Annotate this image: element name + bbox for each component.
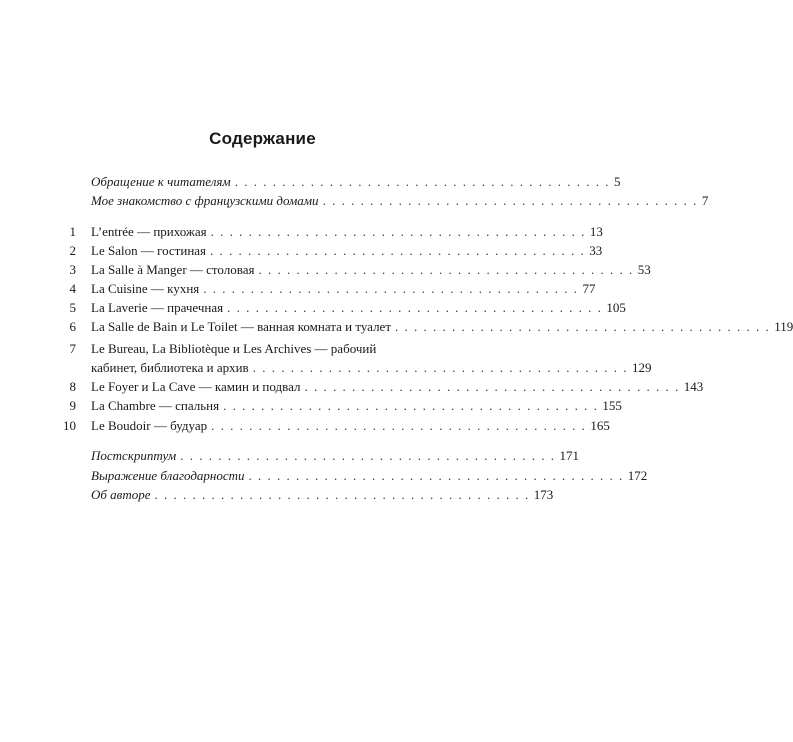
- toc-page-number: 33: [589, 243, 603, 258]
- toc-entry-title: La Salle de Bain и Le Toilet — ванная комната и туалет: [91, 319, 392, 334]
- toc-page-number: 119: [774, 319, 793, 334]
- toc-entry-title: La Chambre — спальня: [91, 398, 220, 413]
- chapter-number: 1: [69, 224, 76, 239]
- dot-leader: . . . . . . . . . . . . . . . . . . . . . . . . . . . . . . . . . . . . . . . .: [223, 398, 599, 413]
- toc-entry-chapter-1: [0, 222, 603, 241]
- toc-entry-title: Об авторе: [91, 487, 151, 502]
- toc-entry-back-2: [0, 466, 648, 485]
- toc-page-number: 165: [590, 418, 610, 433]
- toc-page-number: 143: [683, 379, 704, 394]
- dot-leader: . . . . . . . . . . . . . . . . . . . . . . . . . . . . . . . . . . . . . . . .: [304, 379, 680, 394]
- toc-entry-chapter-7: [0, 339, 525, 358]
- toc-entry-chapter-8: [0, 377, 704, 396]
- toc-entry-chapter-7-continued: [0, 358, 652, 377]
- toc-entry-title: La Laverie — прачечная: [91, 300, 224, 315]
- toc-entry-title: Le Boudoir — будуар: [91, 418, 208, 433]
- toc-entry-title: Le Bureau, La Bibliotèque и Les Archives — рабочий: [91, 341, 377, 356]
- toc-page-number: 155: [602, 398, 622, 413]
- toc-page-number: 173: [533, 487, 554, 502]
- toc-entry-title: Постскриптум: [91, 448, 177, 463]
- dot-leader: . . . . . . . . . . . . . . . . . . . . . . . . . . . . . . . . . . . . . . . .: [252, 360, 628, 375]
- chapter-number: 3: [69, 262, 76, 277]
- dot-leader: . . . . . . . . . . . . . . . . . . . . . . . . . . . . . . . . . . . . . . . .: [210, 243, 586, 258]
- toc-page-number: 77: [582, 281, 596, 296]
- toc-entry-chapter-10: [0, 416, 610, 435]
- toc-entry-back-3: [0, 485, 554, 504]
- toc-entry-title: La Cuisine — кухня: [91, 281, 200, 296]
- toc-page-number: 13: [589, 224, 603, 239]
- dot-leader: . . . . . . . . . . . . . . . . . . . . . . . . . . . . . . . . . . . . . . . .: [203, 281, 579, 296]
- dot-leader: . . . . . . . . . . . . . . . . . . . . . . . . . . . . . . . . . . . . . . . .: [234, 174, 610, 189]
- dot-leader: . . . . . . . . . . . . . . . . . . . . . . . . . . . . . . . . . . . . . . . .: [248, 468, 624, 483]
- chapter-number: 5: [69, 300, 76, 315]
- toc-page-number: 172: [627, 468, 648, 483]
- dot-leader: . . . . . . . . . . . . . . . . . . . . . . . . . . . . . . . . . . . . . . . .: [395, 319, 771, 334]
- toc-entry-front-2: [0, 191, 709, 210]
- toc-entry-title: La Salle à Manger — столовая: [91, 262, 255, 277]
- dot-leader: . . . . . . . . . . . . . . . . . . . . . . . . . . . . . . . . . . . . . . . .: [211, 418, 587, 433]
- dot-leader: . . . . . . . . . . . . . . . . . . . . . . . . . . . . . . . . . . . . . . . .: [154, 487, 530, 502]
- toc-entry-front-1: [0, 172, 621, 191]
- page-title: Содержание: [209, 129, 316, 148]
- toc-page-number: 53: [637, 262, 651, 277]
- chapter-number: 7: [69, 341, 76, 356]
- chapter-number: 9: [69, 398, 76, 413]
- toc-entry-back-1: [0, 446, 579, 465]
- toc-entry-title: Выражение благодарности: [91, 468, 245, 483]
- chapter-number: 4: [69, 281, 76, 296]
- chapter-number: 6: [69, 319, 76, 334]
- toc-entry-title: Мое знакомство с французскими домами: [91, 193, 319, 208]
- dot-leader: . . . . . . . . . . . . . . . . . . . . . . . . . . . . . . . . . . . . . . . .: [180, 448, 556, 463]
- dot-leader: . . . . . . . . . . . . . . . . . . . . . . . . . . . . . . . . . . . . . . . .: [227, 300, 603, 315]
- toc-entry-title: Обращение к читателям: [91, 174, 231, 189]
- toc-page-number: 171: [559, 448, 579, 463]
- dot-leader: . . . . . . . . . . . . . . . . . . . . . . . . . . . . . . . . . . . . . . . .: [210, 224, 586, 239]
- chapter-number: 8: [69, 379, 76, 394]
- toc-page-number: 5: [613, 174, 621, 189]
- chapter-number: 2: [69, 243, 76, 258]
- toc-entry-title: Le Salon — гостиная: [91, 243, 207, 258]
- dot-leader: . . . . . . . . . . . . . . . . . . . . . . . . . . . . . . . . . . . . . . . .: [322, 193, 698, 208]
- toc-page-number: 105: [606, 300, 626, 315]
- toc-entry-chapter-6: [0, 317, 793, 336]
- toc-entry-chapter-9: [0, 396, 622, 415]
- toc-page-number: 129: [631, 360, 652, 375]
- dot-leader: . . . . . . . . . . . . . . . . . . . . . . . . . . . . . . . . . . . . . . . .: [258, 262, 634, 277]
- toc-entry-chapter-4: [0, 279, 596, 298]
- toc-entry-chapter-3: [0, 260, 651, 279]
- toc-entry-title: Le Foyer и La Cave — камин и подвал: [91, 379, 301, 394]
- toc-page-number: 7: [701, 193, 709, 208]
- toc-entry-title: L’entrée — прихожая: [91, 224, 207, 239]
- toc-entry-chapter-2: [0, 241, 603, 260]
- chapter-number: 10: [63, 418, 76, 433]
- toc-entry-chapter-5: [0, 298, 626, 317]
- toc-entry-title-continued: кабинет, библиотека и архив: [91, 360, 249, 375]
